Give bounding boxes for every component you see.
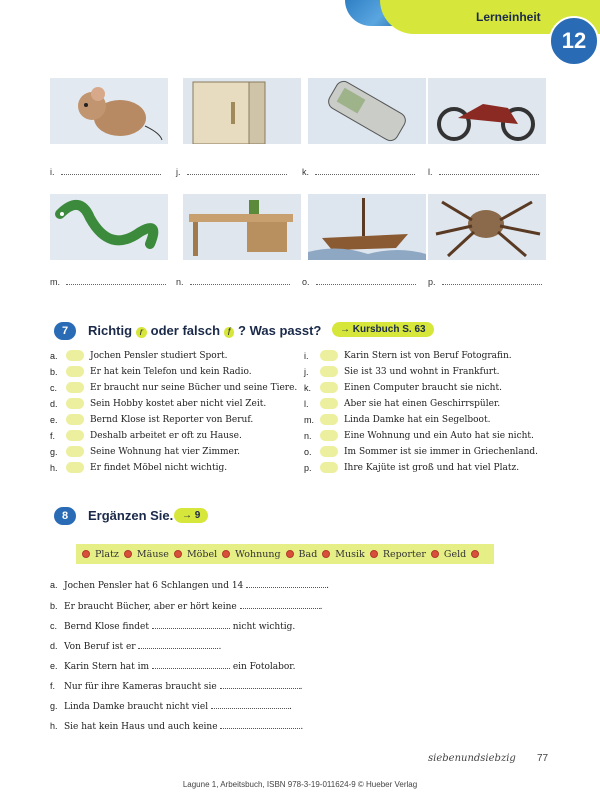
ex8-sentence-h: h. Sie hat kein Haus und auch keine . [50, 721, 304, 732]
ex8-sentence-c: c. Bernd Klose findet nicht wichtig. [50, 621, 296, 632]
unit-label: Lerneinheit [476, 10, 541, 24]
ex7-left-b: b. Er hat kein Telefon und kein Radio. [50, 366, 252, 377]
caption-o: o. [302, 276, 416, 287]
ex7-right-i: i. Karin Stern ist von Beruf Fotografin. [304, 350, 512, 361]
bullet-icon [82, 550, 90, 558]
publisher-credit: Lagune 1, Arbeitsbuch, ISBN 978-3-19-011624-9 © Hueber Verlag [182, 780, 418, 789]
ex7-right-m: m. Linda Damke hat ein Segelboot. [304, 414, 491, 425]
bullet-icon [222, 550, 230, 558]
ex7-right-k: k. Einen Computer braucht sie nicht. [304, 382, 502, 393]
caption-k: k. [302, 166, 415, 177]
ship-icon [308, 194, 426, 260]
word-bank-item: Wohnung [235, 548, 281, 560]
exercise-7-reference: → Kursbuch S. 63 [332, 322, 434, 337]
bullet-icon [124, 550, 132, 558]
ex7-left-g: g. Seine Wohnung hat vier Zimmer. [50, 446, 241, 457]
exercise-8-number: 8 [54, 507, 76, 525]
unit-number-badge: 12 [549, 16, 599, 66]
exercise-8-title: Ergänzen Sie. [88, 508, 174, 523]
bullet-icon [370, 550, 378, 558]
snake-icon [50, 194, 168, 260]
ex7-left-c: c. Er braucht nur seine Bücher und seine Tiere. [50, 382, 298, 393]
fridge-icon [183, 78, 301, 144]
ex7-right-p: p. Ihre Kajüte ist groß und hat viel Platz. [304, 462, 520, 473]
caption-n: n. [176, 276, 290, 287]
spider-icon [428, 194, 546, 260]
bullet-icon [322, 550, 330, 558]
word-bank-item: Platz [95, 548, 119, 560]
word-bank-item: Möbel [186, 548, 218, 560]
ex8-sentence-d: d. Von Beruf ist er . [50, 641, 222, 652]
ex7-right-l: l. Aber sie hat einen Geschirrspüler. [304, 398, 501, 409]
word-bank-item: Reporter [382, 548, 426, 560]
word-bank-item: Bad [298, 548, 318, 560]
caption-l: l. [428, 166, 539, 177]
ex8-sentence-f: f. Nur für ihre Kameras braucht sie . [50, 681, 303, 692]
exercise-7-title: Richtig r oder falsch f ? Was passt? [88, 323, 322, 338]
page-number: 77 [537, 753, 549, 764]
exercise-8-reference: → 9 [174, 508, 208, 523]
ex8-sentence-a: a. Jochen Pensler hat 6 Schlangen und 14 . [50, 580, 330, 591]
ex7-right-o: o. Im Sommer ist sie immer in Griechenland. [304, 446, 539, 457]
bullet-icon [471, 550, 479, 558]
word-bank-item: Mäuse [136, 548, 169, 560]
word-bank-item: Geld [443, 548, 467, 560]
mobile-phone-icon [308, 78, 426, 144]
ex7-left-h: h. Er findet Möbel nicht wichtig. [50, 462, 228, 473]
ex8-sentence-e: e. Karin Stern hat im ein Fotolabor. [50, 661, 296, 672]
word-bank-item: Musik [335, 548, 365, 560]
mouse-icon [50, 78, 168, 144]
caption-p: p. [428, 276, 542, 287]
motorcycle-icon [428, 78, 546, 144]
exercise-7-number: 7 [54, 322, 76, 340]
ex8-sentence-b: b. Er braucht Bücher, aber er hört keine . [50, 601, 323, 612]
ex7-right-j: j. Sie ist 33 und wohnt in Frankfurt. [304, 366, 500, 377]
word-bank [76, 544, 494, 564]
page-number-word: siebenundsiebzig [428, 753, 516, 764]
ex7-left-a: a. Jochen Pensler studiert Sport. [50, 350, 228, 361]
ex7-right-n: n. Eine Wohnung und ein Auto hat sie nicht. [304, 430, 534, 441]
desk-icon [183, 194, 301, 260]
bullet-icon [431, 550, 439, 558]
ex7-left-f: f. Deshalb arbeitet er oft zu Hause. [50, 430, 242, 441]
caption-i: i. [50, 166, 161, 177]
caption-m: m. [50, 276, 166, 287]
bullet-icon [174, 550, 182, 558]
caption-j: j. [176, 166, 287, 177]
bullet-icon [286, 550, 294, 558]
ex8-sentence-g: g. Linda Damke braucht nicht viel . [50, 701, 292, 712]
ex7-left-d: d. Sein Hobby kostet aber nicht viel Zeit. [50, 398, 267, 409]
ex7-left-e: e. Bernd Klose ist Reporter von Beruf. [50, 414, 254, 425]
